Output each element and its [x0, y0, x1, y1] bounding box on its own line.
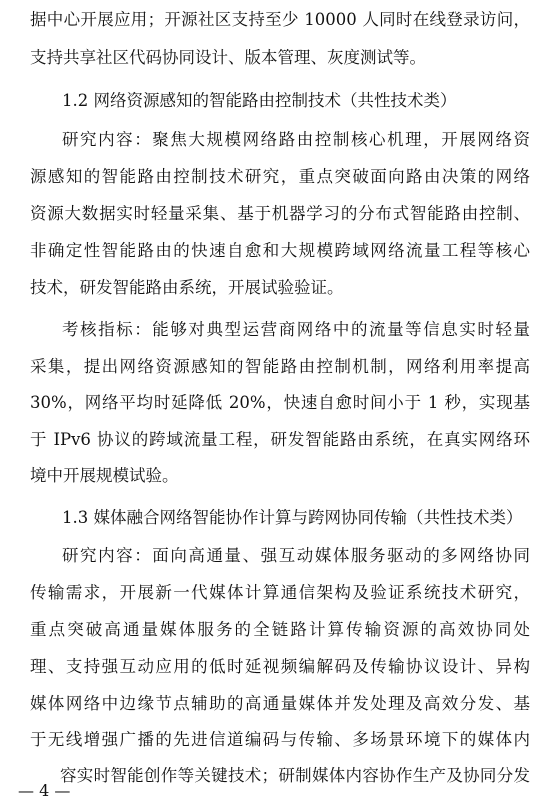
- section-heading: 1.2 网络资源感知的智能路由控制技术（共性技术类）: [62, 91, 457, 110]
- page-number: — 4 —: [18, 781, 71, 800]
- body-line: 容实时智能创作等关键技术；研制媒体内容协作生产及协同分发: [60, 766, 530, 785]
- body-line: 媒体网络中边缘节点辅助的高通量媒体并发处理及高效分发、基: [30, 694, 530, 713]
- body-line: 据中心开展应用；开源社区支持至少 10000 人同时在线登录访问，: [30, 10, 530, 29]
- body-line: 考核指标：能够对典型运营商网络中的流量等信息实时轻量: [62, 320, 530, 339]
- body-line: 支持共享社区代码协同设计、版本管理、灰度测试等。: [30, 48, 426, 67]
- body-line: 研究内容：聚焦大规模网络路由控制核心机理，开展网络资: [62, 130, 530, 149]
- body-line: 采集，提出网络资源感知的智能路由控制机制，网络利用率提高: [30, 357, 530, 376]
- body-line: 重点突破高通量媒体服务的全链路计算传输资源的高效协同处: [30, 620, 530, 639]
- section-heading: 1.3 媒体融合网络智能协作计算与跨网协同传输（共性技术类）: [62, 508, 523, 527]
- body-line: 传输需求，开展新一代媒体计算通信架构及验证系统技术研究，: [30, 583, 530, 602]
- body-line: 资源大数据实时轻量采集、基于机器学习的分布式智能路由控制、: [30, 204, 530, 223]
- body-line: 于无线增强广播的先进信道编码与传输、多场景环境下的媒体内: [30, 730, 530, 749]
- body-line: 非确定性智能路由的快速自愈和大规模跨域网络流量工程等核心: [30, 241, 530, 260]
- body-line: 境中开展规模试验。: [30, 466, 179, 485]
- body-line: 理、支持强互动应用的低时延视频编解码及传输协议设计、异构: [30, 657, 530, 676]
- body-line: 研究内容：面向高通量、强互动媒体服务驱动的多网络协同: [62, 546, 530, 565]
- body-line: 于 IPv6 协议的跨域流量工程，研发智能路由系统，在真实网络环: [30, 430, 530, 449]
- body-line: 源感知的智能路由控制技术研究，重点突破面向路由决策的网络: [30, 167, 530, 186]
- body-line: 30%，网络平均时延降低 20%，快速自愈时间小于 1 秒，实现基: [30, 393, 530, 412]
- body-line: 技术，研发智能路由系统，开展试验验证。: [30, 278, 344, 297]
